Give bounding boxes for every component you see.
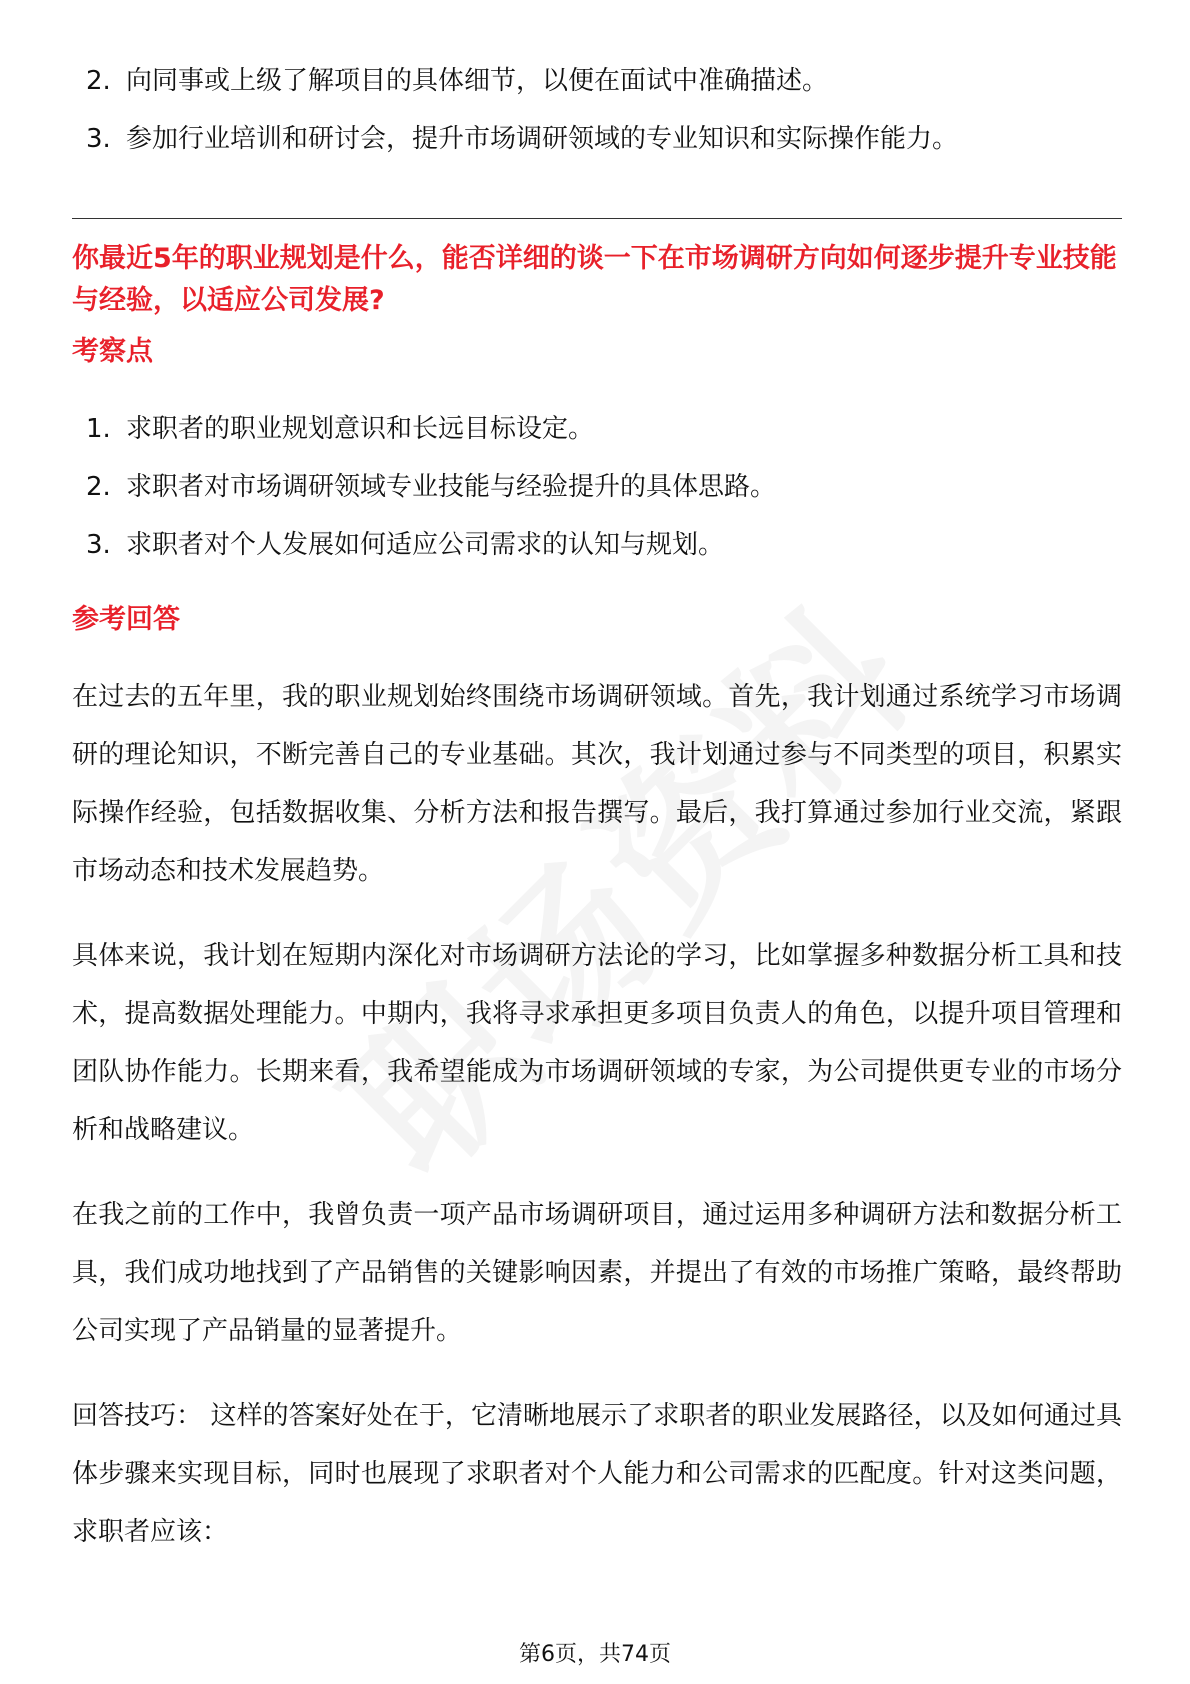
list-item-text: 参加行业培训和研讨会，提升市场调研领域的专业知识和实际操作能力。 [126,124,959,154]
answer-paragraph: 在过去的五年里，我的职业规划始终围绕市场调研领域。首先，我计划通过系统学习市场调研的理论知识，不断完善自己的专业基础。其次，我计划通过参与不同类型的项目，积累实际操作经验，包括数据收集、分析方法和报告撰写。最后，我打算通过参加行业交流，紧跟市场动态和技术发展趋势。 [72,682,1122,886]
list-item-number: 3. [86,530,111,560]
question-heading: 你最近5年的职业规划是什么，能否详细的谈一下在市场调研方向如何逐步提升专业技能与经验，以适应公司发展? [72,243,1117,316]
answer-tips-paragraph: 回答技巧： 这样的答案好处在于，它清晰地展示了求职者的职业发展路径，以及如何通过具体步骤来实现目标，同时也展现了求职者对个人能力和公司需求的匹配度。针对这类问题，求职者应该： [72,1401,1122,1547]
list-item-text: 求职者的职业规划意识和长远目标设定。 [126,414,595,444]
list-item-number: 3. [86,124,111,154]
list-item [72,526,1122,564]
list-item-text: 求职者对个人发展如何适应公司需求的认知与规划。 [126,530,725,560]
answer-paragraph: 具体来说，我计划在短期内深化对市场调研方法论的学习，比如掌握多种数据分析工具和技术，提高数据处理能力。中期内，我将寻求承担更多项目负责人的角色，以提升项目管理和团队协作能力。长期来看，我希望能成为市场调研领域的专家，为公司提供更专业的市场分析和战略建议。 [72,941,1122,1145]
list-item [72,120,1122,158]
list-item-number: 2. [86,66,111,96]
list-item-number: 1. [86,414,111,444]
list-item [72,468,1122,506]
answer-paragraph: 在我之前的工作中，我曾负责一项产品市场调研项目，通过运用多种调研方法和数据分析工具，我们成功地找到了产品销售的关键影响因素，并提出了有效的市场推广策略，最终帮助公司实现了产品销量的显著提升。 [72,1200,1122,1346]
section-divider [72,218,1122,219]
list-item-text: 求职者对市场调研领域专业技能与经验提升的具体思路。 [126,472,777,502]
list-item-number: 2. [86,472,111,502]
list-item [72,410,1122,448]
list-item-text: 向同事或上级了解项目的具体细节，以便在面试中准确描述。 [126,66,829,96]
previous-list [72,62,1122,178]
page-number-footer: 第6页，共74页 [519,1642,671,1667]
exam-points-list [72,410,1122,584]
reference-answer-heading: 参考回答 [72,604,180,635]
exam-points-heading: 考察点 [72,336,153,367]
list-item [72,62,1122,100]
